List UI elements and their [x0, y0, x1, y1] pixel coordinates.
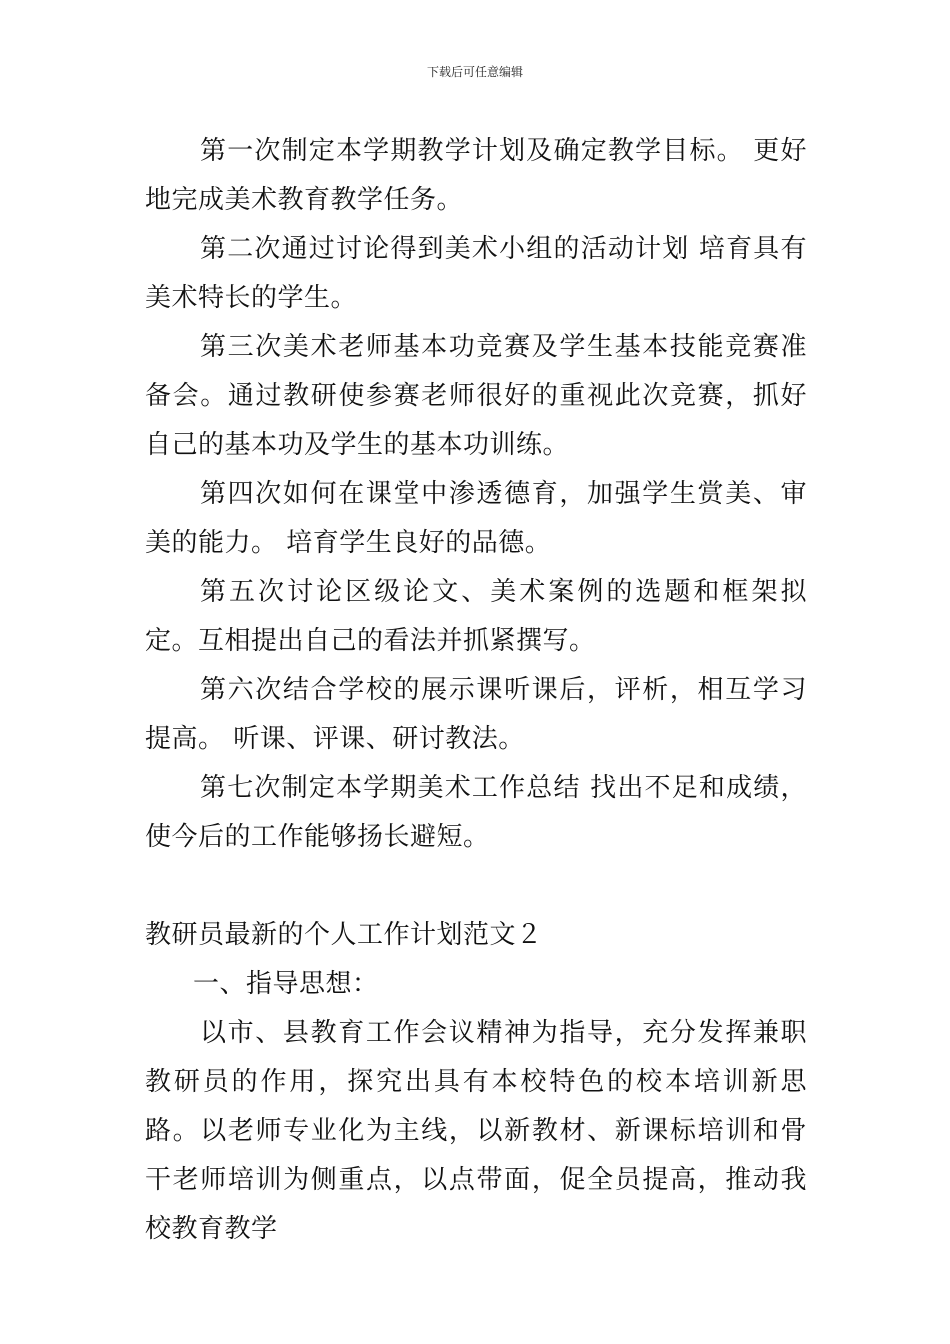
document-body: [145, 127, 807, 1254]
paragraph-7: 第七次制定本学期美术工作总结 找出不足和成绩，使今后的工作能够扬长避短。: [145, 773, 807, 852]
blank-line: [145, 862, 807, 911]
paragraph-6: 第六次结合学校的展示课听课后，评析，相互学习提高。 听课、评课、研讨教法。: [145, 675, 807, 754]
paragraph-2: 第二次通过讨论得到美术小组的活动计划 培育具有美术特长的学生。: [145, 234, 807, 313]
section-subheading: 一、指导思想：: [193, 969, 379, 999]
paragraph-3: 第三次美术老师基本功竞赛及学生基本技能竞赛准备会。通过教研使参赛老师很好的重视此次竞赛，抓好自己的基本功及学生的基本功训练。: [145, 332, 807, 460]
paragraph-1: 第一次制定本学期教学计划及确定教学目标。 更好地完成美术教育教学任务。: [145, 136, 807, 215]
page-header: 下载后可任意编辑: [426, 65, 523, 79]
section-body-paragraph: 以市、县教育工作会议精神为指导，充分发挥兼职教研员的作用，探究出具有本校特色的校本培训新思路。以老师专业化为主线，以新教材、新课标培训和骨干老师培训为侧重点，以点带面，促全员提高，推动我校教育教学: [145, 1018, 807, 1244]
paragraph-5: 第五次讨论区级论文、美术案例的选题和框架拟定。互相提出自己的看法并抓紧撰写。: [145, 577, 807, 656]
section-title: 教研员最新的个人工作计划范文２: [145, 920, 543, 950]
paragraph-4: 第四次如何在课堂中渗透德育，加强学生赏美、审美的能力。 培育学生良好的品德。: [145, 479, 807, 558]
